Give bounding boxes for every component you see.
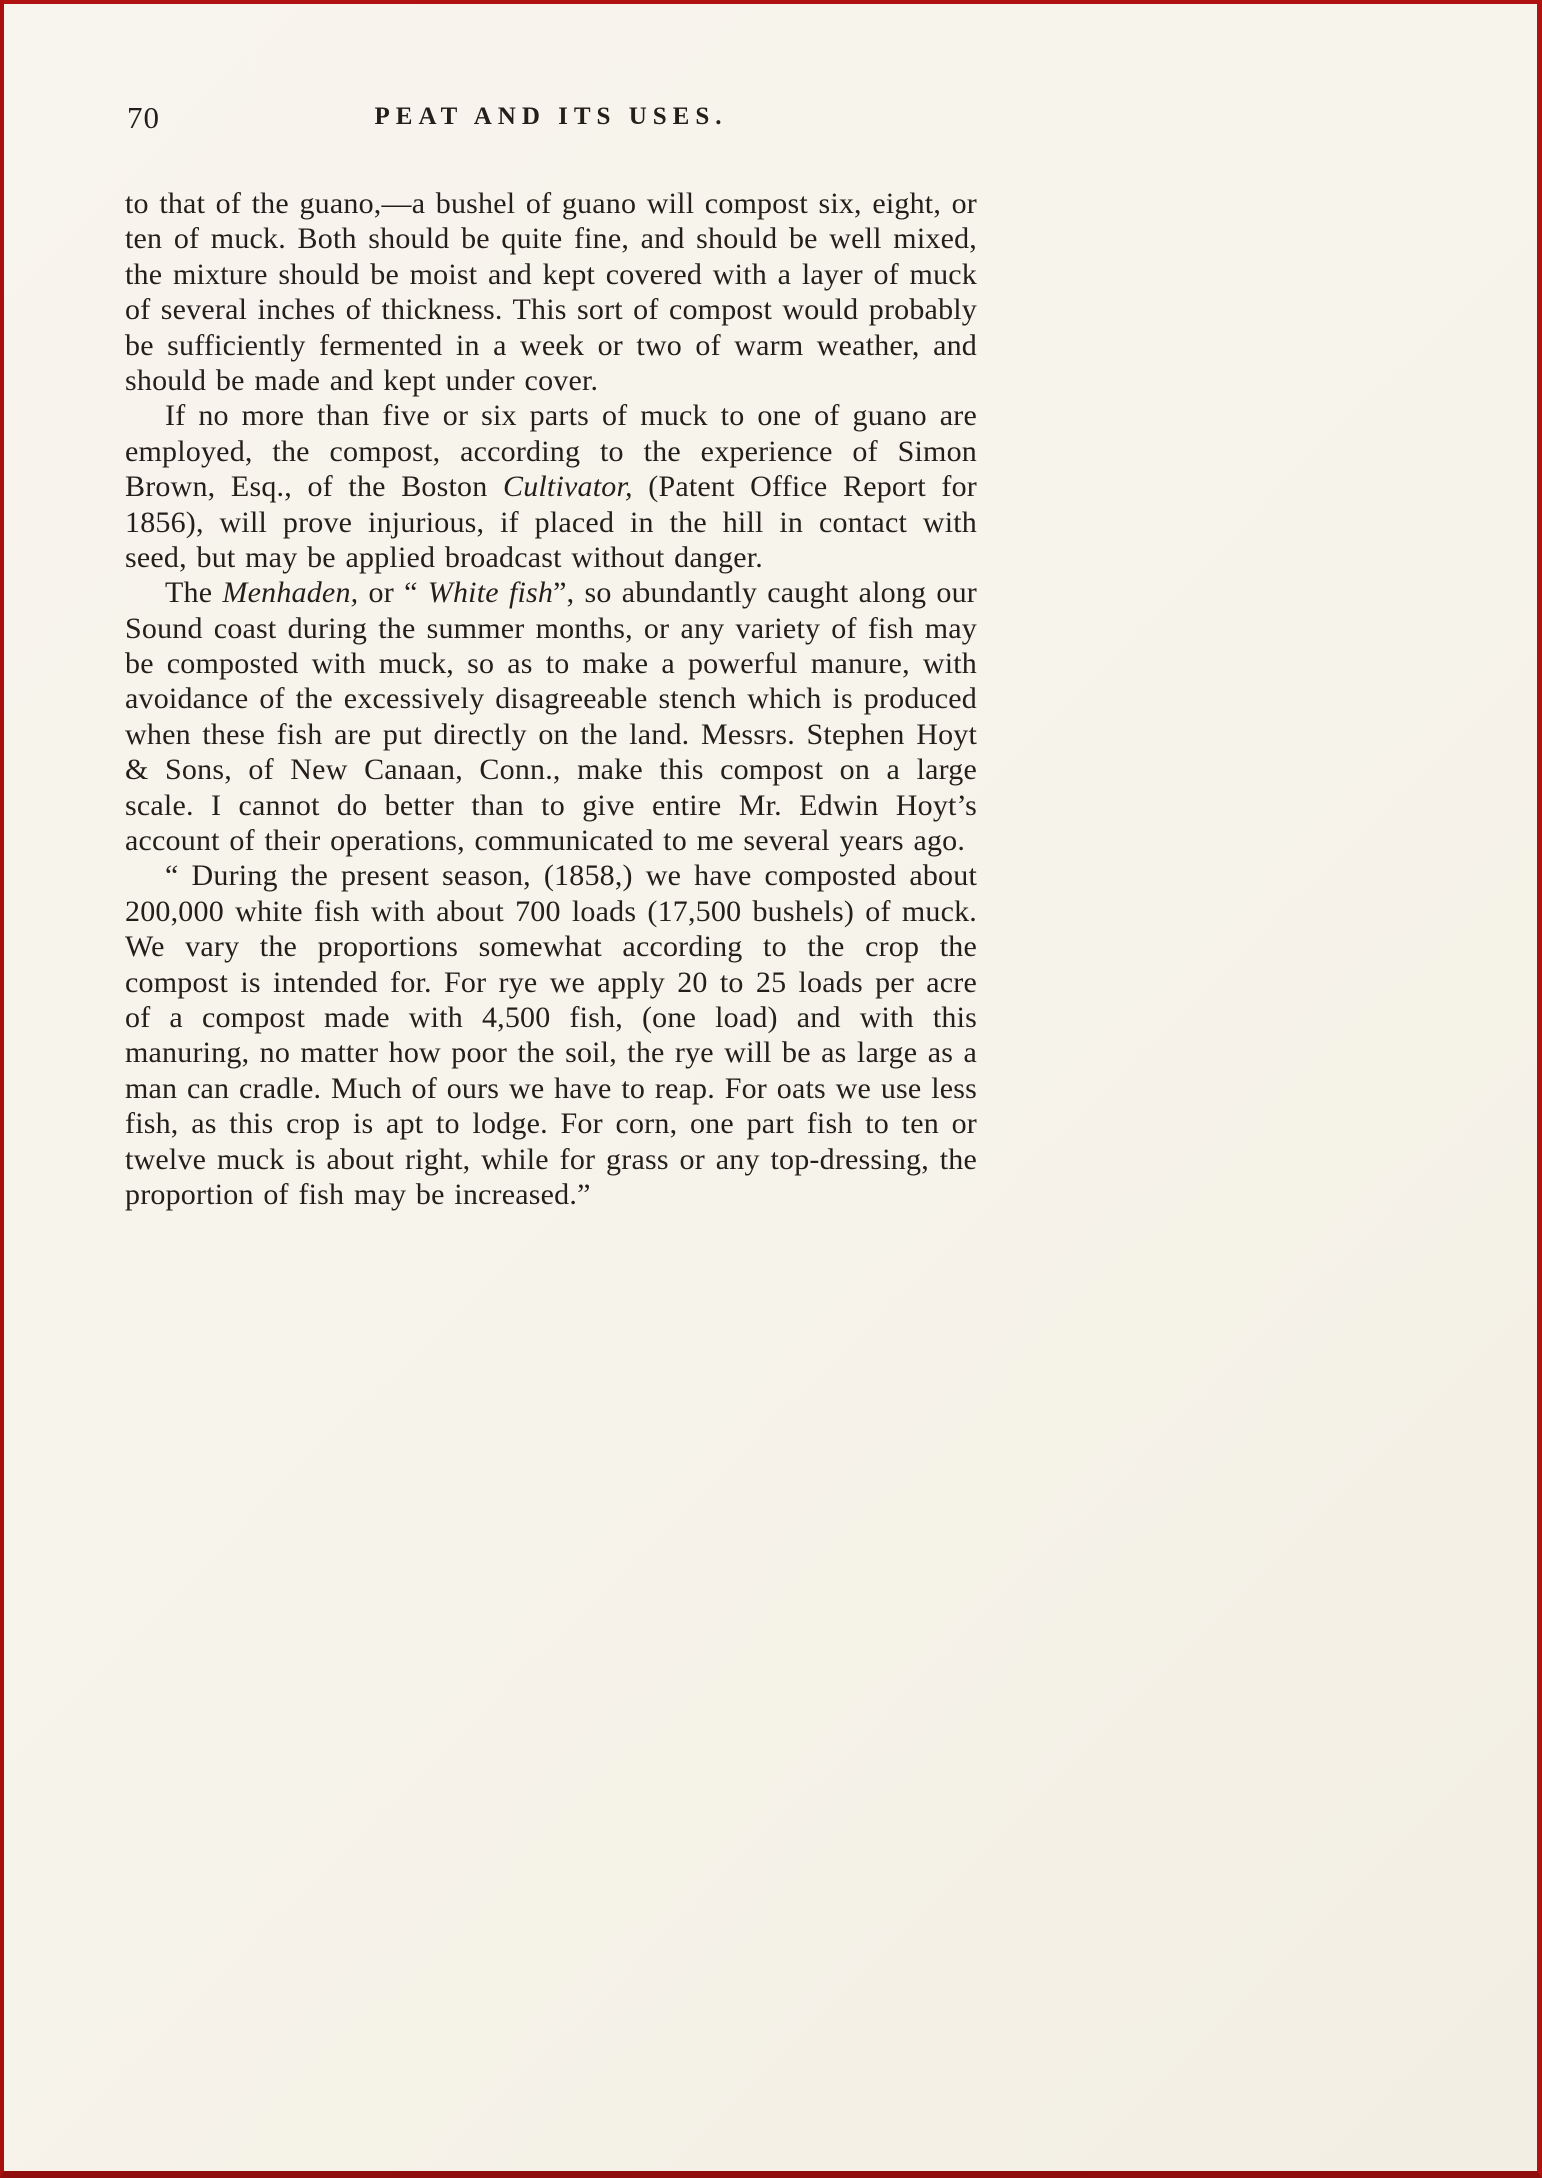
running-title: PEAT AND ITS USES. [374,103,728,130]
paragraph [125,575,977,858]
paragraph [125,398,977,575]
page-header [125,100,977,146]
text-run: The [165,576,223,610]
body-text [125,186,977,1212]
text-column [125,4,977,1212]
paragraph [125,186,977,398]
italic-text-run: White fish [427,576,554,610]
text-run: ”, so abundantly caught along our Sound coast during the summer months, or any variety of fish may be composted with muck, so as to make a powerful manure, with avoidance of the excessively disagreeable stench which is produced when these fish are put directly on the land. Messrs. Stephen Hoyt & Sons, of New Canaan, Conn., make this compost on a large scale. I cannot do better than to give entire Mr. Edwin Hoyt’s account of their operations, communicated to me several years ago. [125,576,977,858]
text-run: to that of the guano,—a bushel of guano will compost six, eight, or ten of muck. Both should be quite fine, and should be well mixed, the mixture should be moist and kept covered with a layer of muck of several inches of thickness. This sort of compost would probably be sufficiently fermented in a week or two of warm weather, and should be made and kept under cover. [125,187,977,397]
text-run: If no more than five or six parts of muck to one of guano are employed, the compost, according to the experience of Simon Brown, Esq., of the Boston [125,399,977,504]
text-run: “ During the present season, (1858,) we have composted about 200,000 white fish with about 700 loads (17,500 bushels) of muck. We vary the proportions somewhat according to the crop the compost is intended for. For rye we apply 20 to 25 loads per acre of a compost made with 4,500 fish, (one load) and with this manuring, no matter how poor the soil, the rye will be as large as a man can cradle. Much of ours we have to reap. For oats we use less fish, as this crop is apt to lodge. For corn, one part fish to ten or twelve muck is about right, while for grass or any top-dressing, the proportion of fish may be increased.” [125,859,977,1211]
text-run: (Patent Office Report for 1856), will prove injurious, if placed in the hill in contact with seed, but may be applied broadcast without danger. [125,470,977,574]
text-run: or “ [358,576,428,610]
italic-text-run: Menhaden, [222,576,359,610]
italic-text-run: Cultivator, [502,470,633,504]
page-number: 70 [127,100,160,135]
paragraph [125,858,977,1212]
